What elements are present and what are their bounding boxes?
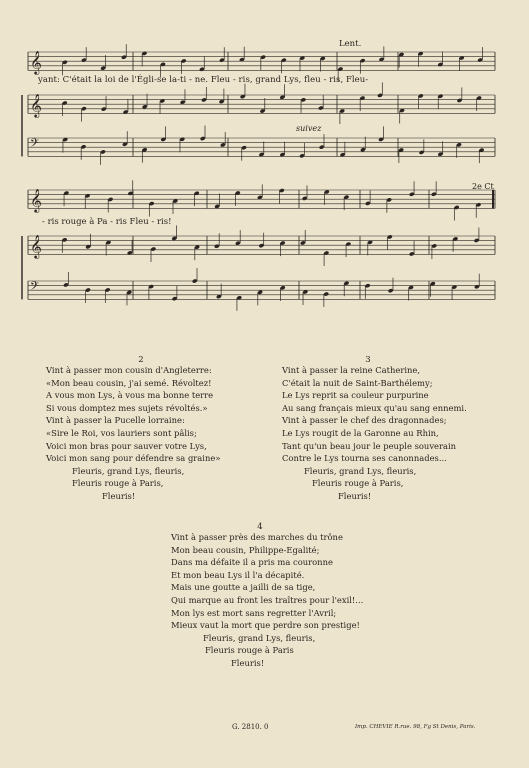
verse-line: «Sire le Roi, vos lauriers sont pâlis; — [46, 427, 197, 438]
verse-line: Vint à passer mon cousin d'Angleterre: — [46, 365, 212, 375]
verse-line: Vint à passer le chef des dragonnades; — [282, 415, 447, 426]
verse-line: C'était la nuit de Saint-Barthélemy; — [282, 377, 433, 388]
verse-line: Vint à passer près des marches du trône — [171, 532, 343, 542]
verse-4 — [171, 531, 363, 670]
verse-line: Au sang français mieux qu'au sang ennemi. — [282, 402, 467, 413]
verse-line: Mieux vaut la mort que perdre son prestige! — [171, 620, 360, 631]
verse-refrain: Fleuris rouge à Paris, — [72, 478, 164, 489]
verse-line: Si vous domptez mes sujets révoltés.» — [46, 402, 208, 413]
verse-refrain: Fleuris, grand Lys, fleuris, — [72, 465, 185, 476]
clef-voice-2: 𝄞 — [30, 188, 42, 212]
music-score — [0, 0, 529, 320]
verse-refrain: Fleuris, grand Lys, fleuris, — [203, 632, 316, 643]
verse-line: Qui marque au front les traîtres pour l'exil!... — [171, 594, 364, 605]
lyrics-system-1: yant: C'était la loi de l'Égli-se la-ti - ne. Fleu - ris, grand Lys, fleu - ris, Fleu- — [38, 75, 369, 85]
lyrics-system-2: - ris rouge à Pa - ris Fleu - ris! — [42, 217, 172, 227]
verse-2-number: 2 — [138, 355, 144, 365]
clef-voice-1: 𝄞 — [30, 50, 42, 74]
plate-number: G. 2810. 0 — [232, 723, 269, 731]
verse-line: Le Lys reprit sa couleur purpurine — [282, 390, 429, 401]
verse-refrain: Fleuris, grand Lys, fleuris, — [304, 465, 417, 476]
clef-piano-treble-1: 𝄞 — [30, 93, 42, 117]
verse-2 — [46, 364, 220, 503]
dynamic-mark: suivez — [296, 124, 322, 133]
verse-line: Tant qu'un beau jour le peuple souverain — [282, 440, 457, 451]
verse-line: Mon lys est mort sans regretter l'Avril; — [171, 607, 337, 618]
verse-line: Voici mon bras pour sauver votre Lys, — [46, 440, 207, 451]
verse-line: Le Lys rougit de la Garonne au Rhin, — [282, 427, 439, 438]
verse-line: Voici mon sang pour défendre sa graine» — [46, 453, 221, 464]
verse-line: Mais une goutte a jailli de sa tige, — [171, 582, 316, 593]
verse-3-number: 3 — [365, 355, 371, 365]
ending-mark: 2e Ct — [472, 182, 494, 191]
verse-line: «Mon beau cousin, j'ai semé. Révoltez! — [46, 377, 212, 388]
verse-line: Dans ma défaite il a pris ma couronne — [171, 557, 333, 568]
verse-line: Vint à passer la Pucelle lorraine: — [46, 415, 185, 426]
verse-refrain: Fleuris rouge à Paris — [205, 645, 294, 656]
verse-refrain: Fleuris! — [231, 657, 265, 668]
clef-piano-treble-2: 𝄞 — [30, 234, 42, 258]
verse-4-number: 4 — [257, 522, 263, 532]
verse-3 — [282, 364, 467, 503]
clef-piano-bass-2: 𝄢 — [30, 280, 40, 296]
verse-refrain: Fleuris! — [102, 490, 136, 501]
verse-refrain: Fleuris! — [338, 490, 372, 501]
verse-line: Contre le Lys tourna ses canonnades... — [282, 453, 447, 464]
verse-line: A vous mon Lys, à vous ma bonne terre — [46, 390, 214, 401]
printer-credit: Imp. CHEVIE R.rue. 98, Fg St Denis, Paris. — [355, 724, 476, 730]
clef-piano-bass-1: 𝄢 — [30, 137, 40, 153]
tempo-mark: Lent. — [339, 39, 362, 49]
verse-line: Vint à passer la reine Catherine, — [282, 365, 421, 375]
verse-line: Mon beau cousin, Philippe-Egalité; — [171, 544, 320, 555]
verse-line: Et mon beau Lys il l'a décapité. — [171, 569, 305, 580]
verse-refrain: Fleuris rouge à Paris, — [312, 478, 404, 489]
